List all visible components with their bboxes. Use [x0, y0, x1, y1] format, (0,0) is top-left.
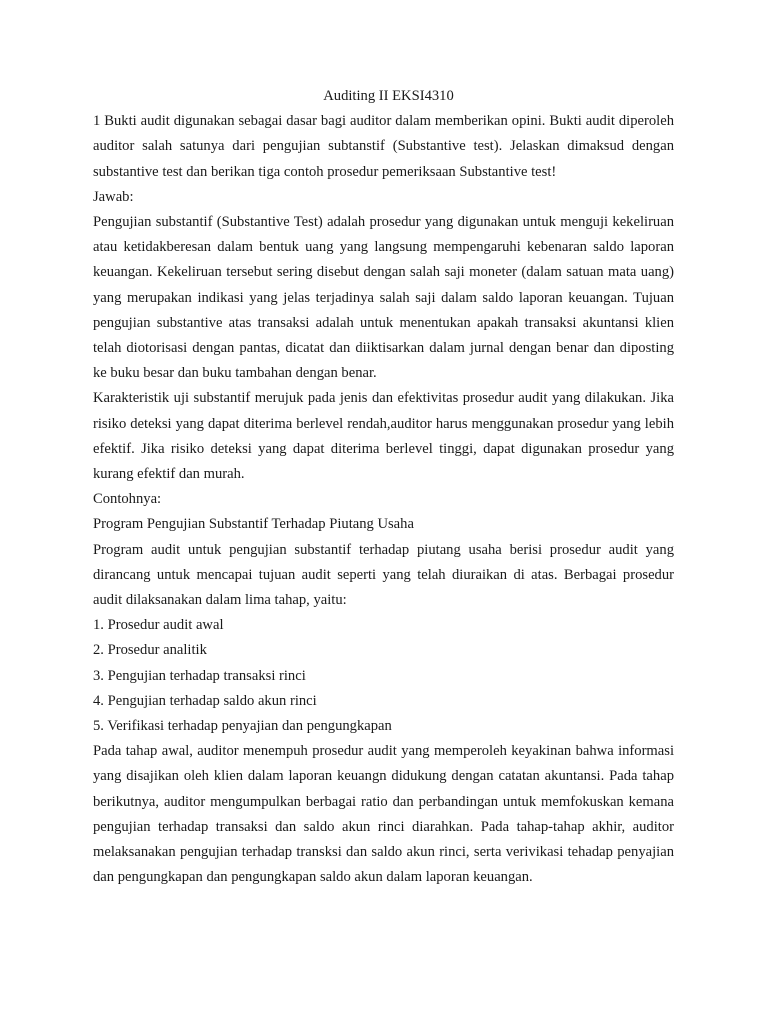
procedure-list	[93, 613, 674, 739]
definition-paragraph: Pengujian substantif (Substantive Test) adalah prosedur yang digunakan untuk menguji kekeliruan atau ketidakberesan dalam bentuk uang yang langsung mempengaruhi kebenaran saldo laporan keuangan. Kekeliruan tersebut sering disebut dengan salah saji moneter (dalam satuan mata uang) yang merupakan indikasi yang jelas terjadinya salah saji dalam saldo laporan keuangan. Tujuan pengujian substantive atas transaksi adalah untuk menentukan apakah transaksi akuntansi klien telah diotorisasi dengan pantas, dicatat dan diiktisarkan dalam jurnal dengan benar dan diposting ke buku besar dan buku tambahan dengan benar.	[93, 214, 674, 382]
characteristics-paragraph: Karakteristik uji substantif merujuk pada jenis dan efektivitas prosedur audit yang dilakukan. Jika risiko deteksi yang dapat diterima berlevel rendah,auditor harus menggunakan prosedur yang lebih efektif. Jika risiko deteksi yang dapat diterima berlevel tinggi, dapat digunakan prosedur yang kurang efektif dan murah.	[93, 390, 674, 483]
program-paragraph: Program audit untuk pengujian substantif terhadap piutang usaha berisi prosedur audit yang dirancang untuk mencapai tujuan audit seperti yang telah diuraikan di atas. Berbagai prosedur audit dilaksanakan dalam lima tahap, yaitu:	[93, 541, 674, 609]
list-item: 4. Pengujian terhadap saldo akun rinci	[93, 692, 317, 709]
document-page	[93, 84, 674, 891]
program-heading: Program Pengujian Substantif Terhadap Piutang Usaha	[93, 516, 414, 533]
list-item: 1. Prosedur audit awal	[93, 617, 224, 634]
document-title: Auditing II EKSI4310	[323, 88, 454, 104]
list-item: 3. Pengujian terhadap transaksi rinci	[93, 667, 306, 684]
list-item: 2. Prosedur analitik	[93, 642, 207, 659]
example-label: Contohnya:	[93, 491, 162, 508]
stages-paragraph: Pada tahap awal, auditor menempuh prosedur audit yang memperoleh keyakinan bahwa informasi yang disajikan oleh klien dalam laporan keuangn didukung dengan catatan akuntansi. Pada tahap berikutnya, auditor mengumpulkan berbagai ratio dan perbandingan untuk memfokuskan kemana pengujian terhadap transaksi dan saldo akun rinci diarahkan. Pada tahap-tahap akhir, auditor melaksanakan pengujian terhadap transksi dan saldo akun rinci, serta verivikasi tehadap penyajian dan pengungkapan dan pengungkapan saldo akun dalam laporan keuangan.	[93, 743, 674, 886]
answer-label: Jawab:	[93, 188, 134, 205]
list-item: 5. Verifikasi terhadap penyajian dan pengungkapan	[93, 718, 392, 735]
question-paragraph: 1 Bukti audit digunakan sebagai dasar bagi auditor dalam memberikan opini. Bukti audit diperoleh auditor salah satunya dari pengujian subtanstif (Substantive test). Jelaskan dimaksud dengan substantive test dan berikan tiga contoh prosedur pemeriksaan Substantive test!	[93, 113, 674, 180]
